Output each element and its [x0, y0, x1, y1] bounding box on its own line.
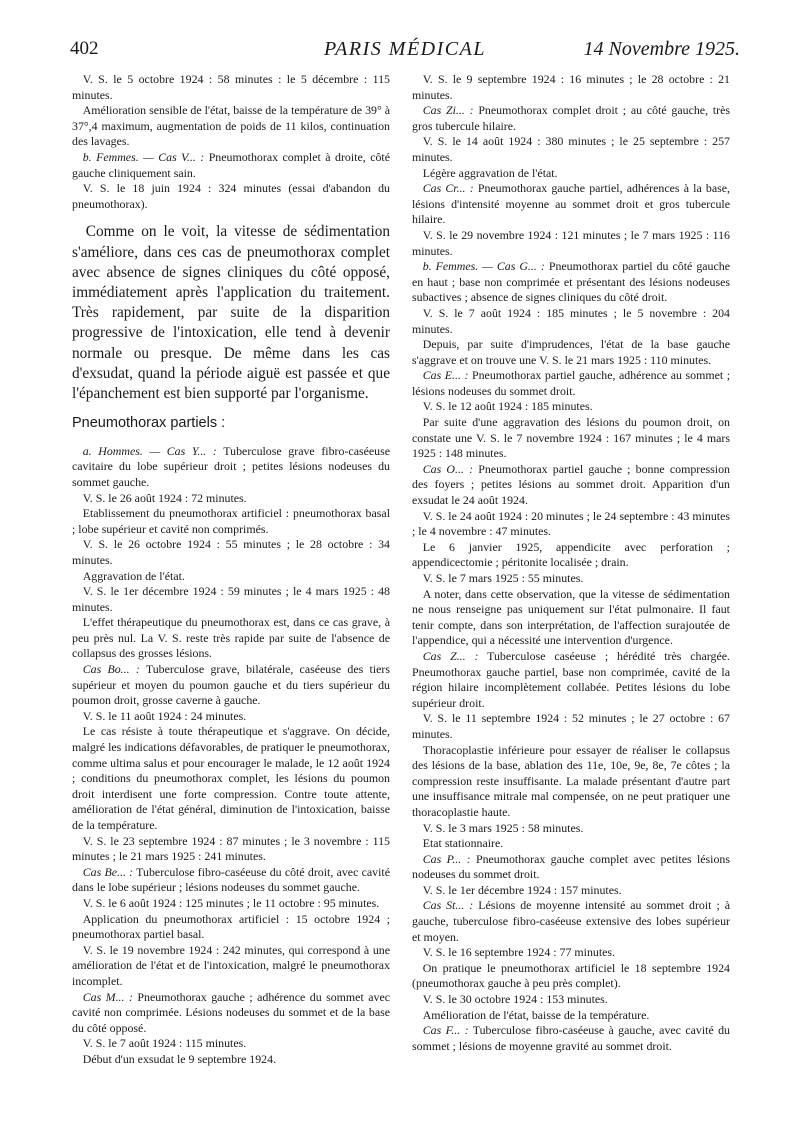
case-text: Pneumothorax gauche partiel, adhérences à la base, lésions d'intensité moyenne au sommet droit et gros tubercule hilaire. [412, 181, 730, 227]
case-label: Cas Y... : [166, 443, 217, 458]
case-label: Cas G... : [496, 259, 545, 274]
paragraph: V. S. le 1er décembre 1924 : 59 minutes ; le 4 mars 1925 : 48 minutes. [72, 584, 390, 614]
paragraph: V. S. le 26 octobre 1924 : 55 minutes ; le 28 octobre : 34 minutes. [72, 537, 390, 567]
case-label: Cas V... : [158, 149, 205, 164]
case-paragraph [412, 649, 730, 711]
case-label: Cas Be... : [82, 864, 134, 879]
paragraph: V. S. le 23 septembre 1924 : 87 minutes ; le 3 novembre : 115 minutes ; le 21 mars 1925 : 241 minutes. [72, 833, 390, 864]
case-paragraph [412, 852, 730, 883]
paragraph: Légère aggravation de l'état. [422, 165, 558, 180]
case-text: Pneumothorax partiel du côté gauche en haut ; base non comprimée et présentant des lésions nodeuses subactives ; absence de signes cliniques du côté droit. [412, 259, 730, 305]
paragraph: Le 6 janvier 1925, appendicite avec perforation ; appendicectomie ; péritonite localisée ; drain. [412, 539, 730, 570]
paragraph: V. S. le 7 mars 1925 : 55 minutes. [422, 571, 584, 585]
case-text: Pneumothorax complet à droite, côté gauche cliniquement sain. [72, 149, 390, 180]
case-paragraph [412, 103, 730, 134]
paragraph: Aggravation de l'état. [82, 568, 185, 583]
case-paragraph [412, 462, 730, 509]
case-section-label: a. Hommes. — [82, 443, 167, 458]
page-number: 402 [70, 38, 99, 59]
page-header [70, 38, 740, 66]
case-text: Tuberculose grave, bilatérale, caséeuse des tiers supérieur et moyen du poumon gauche et du tiers supérieur du poumon droit, grosse caverne à gauche. [72, 662, 390, 708]
case-paragraph [412, 368, 730, 399]
case-text: Pneumothorax partiel gauche ; bonne compression des foyers ; petites lésions au sommet droit. Apparition d'un exsudat le 24 août 1924. [412, 461, 730, 508]
paragraph: Amélioration sensible de l'état, baisse de la température de 39° à 37°,4 maximum, augmentation de poids de 11 kilos, continuation des lavages. [72, 103, 390, 149]
paragraph: V. S. le 7 août 1924 : 115 minutes. [82, 1036, 247, 1051]
case-label: Cas Cr... : [422, 181, 474, 196]
case-text: Pneumothorax gauche ; adhérence du sommet avec cavité non comprimée. Lésions nodeuses du sommet et de la base du côté opposé. [72, 989, 390, 1035]
case-label: Cas Zi... : [422, 103, 474, 118]
paragraph: V. S. le 29 novembre 1924 : 121 minutes ; le 7 mars 1925 : 116 minutes. [412, 227, 730, 258]
case-label: Cas F... : [422, 1023, 469, 1038]
case-label: Cas E... : [422, 368, 469, 383]
case-text: Tuberculose grave fibro-caséeuse cavitaire du lobe supérieur droit ; petites lésions nodeuses du sommet gauche. [72, 443, 391, 489]
case-text: Pneumothorax partiel gauche, adhérence au sommet ; lésions nodeuses du sommet droit. [412, 368, 730, 398]
case-paragraph [72, 150, 390, 181]
summary-paragraph: Comme on le voit, la vitesse de sédimentation s'améliore, dans ces cas de pneumothorax complet avec absence de signes cliniques du côté opposé, immédiatement après l'application du traitement. Très rapidement, par suite de la disparition progressive de l'intoxication, elle tend à devenir normale ou presque. De même dans les cas d'exsudat, quand la période aiguë est passée et que l'épanchement est bien supporté par l'organisme. [72, 223, 390, 402]
case-label: Cas St... : [422, 898, 474, 913]
paragraph: Début d'un exsudat le 9 septembre 1924. [82, 1051, 277, 1066]
case-text: Tuberculose fibro-caséeuse à gauche, avec cavité du sommet ; lésions de moyenne gravité au sommet droit. [412, 1023, 730, 1053]
case-text: Pneumothorax complet droit ; au côté gauche, très gros tubercule hilaire. [412, 103, 730, 133]
case-paragraph [412, 181, 730, 228]
paragraph: V. S. le 9 septembre 1924 : 16 minutes ; le 28 octobre : 21 minutes. [412, 72, 730, 102]
left-column [72, 72, 390, 1068]
paragraph: Amélioration de l'état, baisse de la température. [422, 1007, 650, 1022]
journal-title: PARIS MÉDICAL [324, 38, 486, 60]
case-label: Cas Z... : [422, 648, 479, 663]
case-text: Lésions de moyenne intensité au sommet droit ; à gauche, tuberculose fibro-caséeuse extensive des lobes supérieur et moyen. [412, 898, 730, 944]
case-text: Pneumothorax gauche complet avec petites lésions nodeuses du sommet droit. [412, 851, 730, 882]
case-section-label: b. Femmes. — [82, 149, 159, 164]
case-paragraph [412, 259, 730, 306]
paragraph: V. S. le 26 août 1924 : 72 minutes. [82, 490, 247, 505]
right-column [412, 72, 730, 1054]
case-section-label: b. Femmes. — [422, 259, 497, 274]
case-label: Cas P... : [422, 851, 471, 866]
paragraph: V. S. le 16 septembre 1924 : 77 minutes. [422, 945, 616, 960]
paragraph: V. S. le 14 août 1924 : 380 minutes ; le 25 septembre : 257 minutes. [412, 134, 730, 164]
paragraph: V. S. le 24 août 1924 : 20 minutes ; le 24 septembre : 43 minutes ; le 4 novembre : 47 minutes. [412, 508, 730, 539]
section-heading: Pneumothorax partiels : [72, 415, 226, 432]
paragraph: V. S. le 5 octobre 1924 : 58 minutes : le 5 décembre : 115 minutes. [72, 72, 390, 102]
case-paragraph [72, 990, 390, 1037]
case-text: Tuberculose caséeuse ; hérédité très chargée. Pneumothorax gauche partiel, base non comprimée, cavité de la région hilaire incomplètement collabée. Petites lésions du lobe supérieur droit. [412, 648, 730, 710]
case-paragraph [72, 444, 390, 491]
paragraph: A noter, dans cette observation, que la vitesse de sédimentation ne nous renseigne pas uniquement sur l'état pulmonaire. Il faut tenir compte, dans son interprétation, de l'affection surajoutée de l'appendice, qui a nécessité une intervention d'urgence. [412, 586, 730, 648]
case-paragraph [412, 898, 730, 945]
paragraph: V. S. le 6 août 1924 : 125 minutes ; le 11 octobre : 95 minutes. [82, 895, 380, 910]
case-text: Tuberculose fibro-caséeuse du côté droit, avec cavité dans le lobe supérieur ; lésions nodeuses du sommet gauche. [72, 864, 390, 895]
case-label: Cas O... : [422, 461, 474, 476]
paragraph: Application du pneumothorax artificiel : 15 octobre 1924 ; pneumothorax partiel basal. [72, 911, 390, 942]
case-label: Cas Bo... : [82, 662, 140, 677]
paragraph: Etat stationnaire. [422, 836, 504, 851]
paragraph: Thoracoplastie inférieure pour essayer de réaliser le collapsus des lésions de la base, ablation des 11e, 10e, 9e, 8e, 7e côtes ; la compression reste insuffisante. La malade présentant d'autre part une insuffisance mitrale mal compensée, on ne peut pratiquer une thoracoplastie haute. [412, 742, 730, 819]
case-paragraph [72, 865, 390, 896]
paragraph: V. S. le 11 septembre 1924 : 52 minutes ; le 27 octobre : 67 minutes. [412, 711, 730, 741]
paragraph: V. S. le 19 novembre 1924 : 242 minutes, qui correspond à une amélioration de l'état et de l'intoxication, malgré le pneumothorax incomplet. [72, 942, 390, 988]
case-label: Cas M... : [82, 989, 133, 1004]
paragraph: V. S. le 7 août 1924 : 185 minutes ; le 5 novembre : 204 minutes. [412, 305, 730, 336]
paragraph: L'effet thérapeutique du pneumothorax est, dans ce cas grave, à peu près nul. La V. S. reste très rapide par suite de l'absence de collapsus des grosses lésions. [72, 615, 390, 661]
paragraph: On pratique le pneumothorax artificiel le 18 septembre 1924 (pneumothorax gauche à peu près complet). [412, 960, 730, 991]
paragraph: V. S. le 12 août 1924 : 185 minutes. [422, 399, 593, 414]
paragraph: Par suite d'une aggravation des lésions du poumon droit, on constate une V. S. le 7 novembre 1924 : 167 minutes ; le 4 mars 1925 : 148 minutes. [412, 415, 730, 461]
paragraph: V. S. le 11 août 1924 : 24 minutes. [82, 708, 247, 723]
paragraph: V. S. le 30 octobre 1924 : 153 minutes. [422, 992, 608, 1007]
paragraph: Etablissement du pneumothorax artificiel : pneumothorax basal ; lobe supérieur et cavité non comprimés. [72, 506, 390, 536]
paragraph: V. S. le 1er décembre 1924 : 157 minutes. [422, 882, 622, 897]
paragraph: Depuis, par suite d'imprudences, l'état de la base gauche s'aggrave et on trouve une V. S. le 21 mars 1925 : 110 minutes. [412, 337, 730, 367]
case-paragraph [412, 1023, 730, 1054]
case-paragraph [72, 662, 390, 709]
paragraph: Le cas résiste à toute thérapeutique et s'aggrave. On décide, malgré les indications défavorables, de pratiquer le pneumothorax, comme ultima salus et pour encourager le malade, le 12 août 1924 ; conditions du pneumothorax complet, les lésions du poumon droit interdisent une forte compression. Contre toute attente, amélioration de l'état général, diminution de l'intoxication, baisse de la température. [72, 724, 390, 833]
issue-date: 14 Novembre 1925. [583, 38, 740, 60]
paragraph: V. S. le 3 mars 1925 : 58 minutes. [422, 820, 584, 835]
paragraph: V. S. le 18 juin 1924 : 324 minutes (essai d'abandon du pneumothorax). [72, 181, 390, 211]
